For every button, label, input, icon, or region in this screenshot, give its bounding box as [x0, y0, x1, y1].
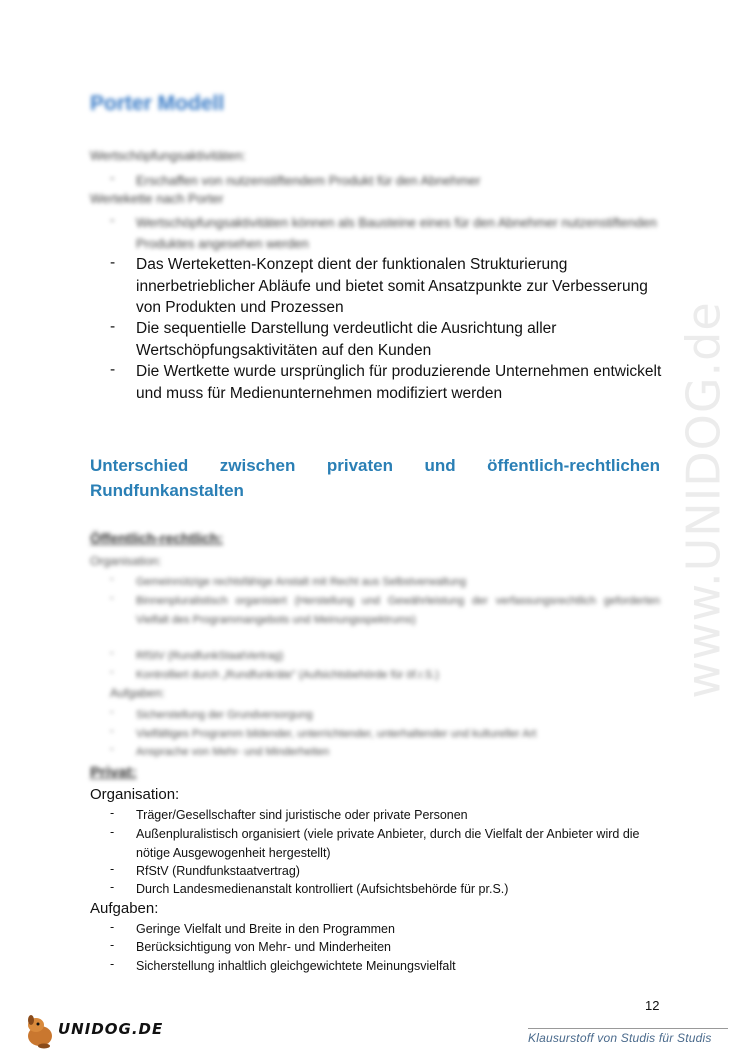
section-title-rundfunk: Unterschied zwischen privaten und öffentlich-rechtlichen Rundfunkanstalten [90, 456, 660, 500]
footer-tagline: Klausurstoff von Studis für Studis [528, 1031, 712, 1045]
section-title-porter: Porter Modell [90, 92, 225, 115]
page-number: 12 [645, 998, 660, 1013]
footer-divider [528, 1028, 728, 1029]
public-heading: Öffentlich-rechtlich: [90, 530, 224, 546]
watermark [677, 270, 731, 730]
private-tasks-label: Aufgaben: [90, 900, 159, 917]
intro-label-1: Wertschöpfungsaktivitäten: [90, 148, 246, 163]
private-org-label: Organisation: [90, 786, 180, 803]
intro-label-2: Wertekette nach Porter [90, 191, 224, 206]
public-org-label: Organisation: [90, 554, 162, 568]
public-tasks-label: Aufgaben: [110, 686, 165, 700]
watermark-text: www.UNIDOG.de [677, 301, 731, 699]
private-heading: Privat: [90, 764, 137, 781]
logo-text: UNIDOG.DE [58, 1020, 164, 1038]
